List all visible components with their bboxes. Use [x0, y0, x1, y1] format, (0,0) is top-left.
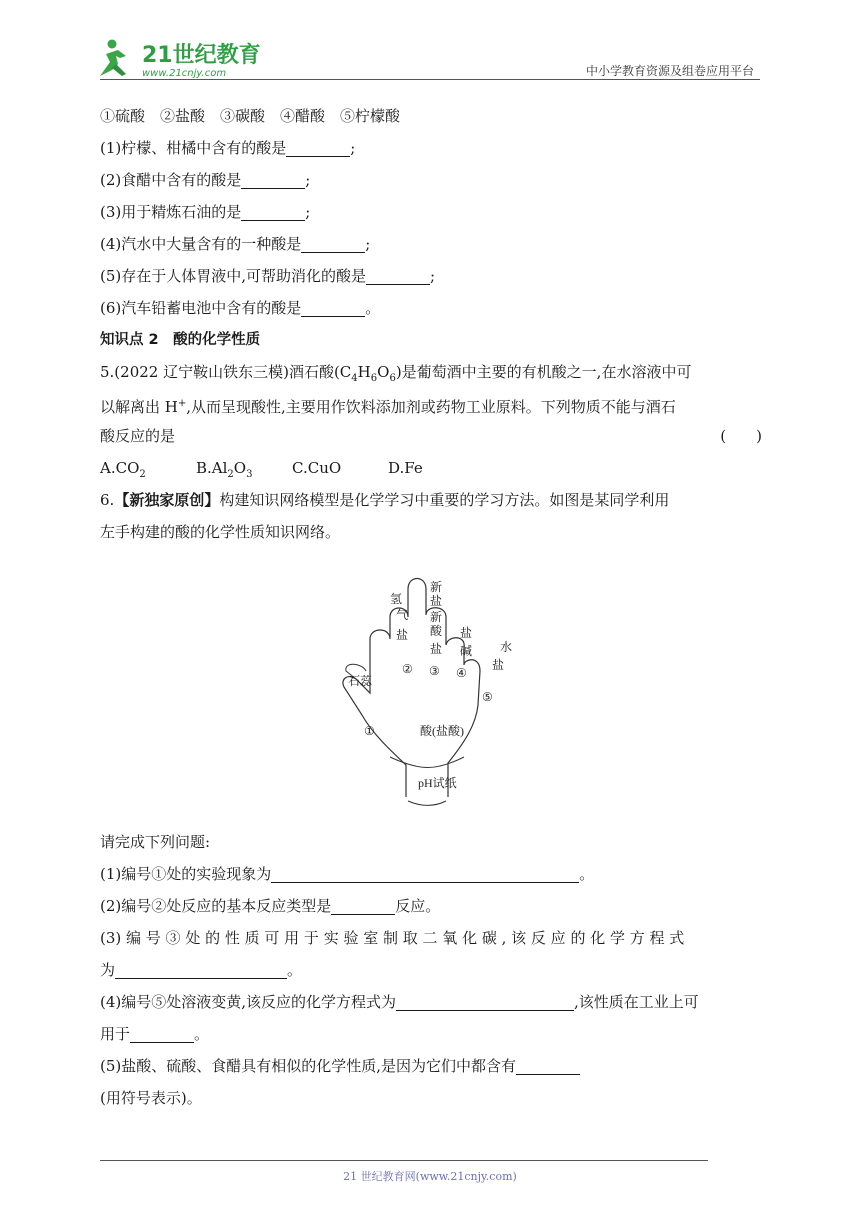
q6-line-1: 6.【新独家原创】构建知识网络模型是化学学习中重要的学习方法。如图是某同学利用 [100, 491, 670, 509]
question-4-line-1: (4)编号⑤处溶液变黄,该反应的化学方程式为 ,该性质在工业上可 [100, 993, 699, 1011]
option-d[interactable]: D.Fe [388, 459, 423, 477]
question-5-line-1: (5)盐酸、硫酸、食醋具有相似的化学性质,是因为它们中都含有 [100, 1050, 762, 1082]
q4-item-5: (5)存在于人体胃液中,可帮助消化的酸是 ; [100, 267, 436, 285]
option-a[interactable]: $A.CO_2$ [100, 459, 146, 480]
answer-parentheses[interactable]: ( ) [720, 427, 762, 445]
q6-tag: 【新独家原创】 [114, 491, 220, 509]
q4-item-6: (6)汽车铅蓄电池中含有的酸是 。 [100, 299, 381, 317]
option-b[interactable]: $B.Al_2O_3$ [196, 459, 253, 480]
answer-blank[interactable] [286, 138, 350, 157]
hand-diagram [340, 575, 513, 815]
number-1: ① [364, 724, 375, 738]
wrist-arc [408, 801, 446, 806]
q5-options [100, 452, 762, 484]
answer-blank[interactable] [241, 170, 305, 189]
answer-blank[interactable] [301, 298, 365, 317]
question-2: (2)编号②处反应的基本反应类型是 反应。 [100, 897, 441, 915]
question-1: (1)编号①处的实验现象为 。 [100, 865, 595, 883]
answer-blank[interactable] [301, 234, 365, 253]
q4-item-4: (4)汽水中大量含有的一种酸是 ; [100, 235, 371, 253]
page-content [100, 100, 762, 548]
logo-text: 21世纪教育 [142, 43, 261, 68]
q4-item-3: (3)用于精炼石油的是 ; [100, 203, 311, 221]
question-3-line-1: (3) 编 号 ③ 处 的 性 质 可 用 于 实 验 室 制 取 二 氧 化 碳 , 该 反 应 的 化 学 方 程 式 [100, 929, 685, 947]
number-5: ⑤ [482, 690, 493, 704]
thumb-label: 石蕊 [348, 674, 373, 688]
logo-url: www.21cnjy.com [142, 68, 227, 79]
answer-blank[interactable] [130, 1024, 194, 1043]
center-label: 酸(盐酸) [420, 724, 464, 738]
q5-line-3: 酸反应的是 ( ) [100, 420, 762, 452]
option-c[interactable]: C.CuO [292, 459, 342, 477]
q4-item-1: (1)柠檬、柑橘中含有的酸是 ; [100, 139, 356, 157]
acid-list: ①硫酸 ②盐酸 ③碳酸 ④醋酸 ⑤柠檬酸 [100, 107, 401, 125]
little-label-1: 水 [500, 640, 513, 654]
q4-item-2: (2)食醋中含有的酸是 ; [100, 171, 311, 189]
middle-label-4: 酸 [430, 624, 443, 638]
number-3: ③ [429, 664, 440, 678]
palm-arc [390, 757, 464, 768]
answer-blank[interactable] [271, 864, 579, 883]
header-tagline: 中小学教育资源及组卷应用平台 [585, 64, 754, 78]
footer-divider [100, 1160, 708, 1161]
answer-blank[interactable] [331, 896, 395, 915]
middle-label-2: 盐 [430, 594, 443, 608]
ring-label-2: 碱 [460, 644, 473, 658]
index-label-3: 盐 [396, 628, 409, 642]
palm-label: pH试纸 [418, 776, 457, 790]
question-3-line-2: 为 。 [100, 961, 303, 979]
answer-blank[interactable] [366, 266, 430, 285]
header-divider [100, 79, 760, 80]
answer-blank[interactable] [115, 960, 287, 979]
logo [96, 36, 266, 80]
answer-blank[interactable] [396, 992, 574, 1011]
questions [100, 826, 762, 1114]
index-label-2: 气 [396, 608, 409, 622]
middle-label-3: 新 [430, 610, 443, 624]
number-2: ② [402, 662, 413, 676]
page-header [96, 36, 760, 82]
q5-line-1: 5.(2022 辽宁鞍山铁东三模)酒石酸$(C_4H_6O_6)$是葡萄酒中主要的有机酸之一,在水溶液中可 [100, 363, 692, 384]
footer-text[interactable]: 21 世纪教育网(www.21cnjy.com) [343, 1170, 517, 1183]
number-4: ④ [456, 666, 467, 680]
little-label-2: 盐 [492, 658, 505, 672]
answer-blank[interactable] [516, 1056, 580, 1075]
questions-intro: 请完成下列问题: [100, 833, 211, 851]
question-4-line-2: 用于 。 [100, 1025, 210, 1043]
question-5-line-2: (用符号表示)。 [100, 1089, 202, 1107]
q5-line-2: 以解离出 H+,从而呈现酸性,主要用作饮料添加剂或药物工业原料。下列物质不能与酒石 [100, 398, 676, 416]
index-label-1: 氢 [390, 592, 403, 606]
middle-label-1: 新 [430, 580, 443, 594]
q6-line-2: 左手构建的酸的化学性质知识网络。 [100, 523, 341, 541]
answer-blank[interactable] [241, 202, 305, 221]
runner-icon [100, 40, 126, 77]
ring-label-1: 盐 [460, 626, 473, 640]
middle-label-5: 盐 [430, 642, 443, 656]
section-title: 知识点 2 酸的化学性质 [100, 332, 261, 348]
